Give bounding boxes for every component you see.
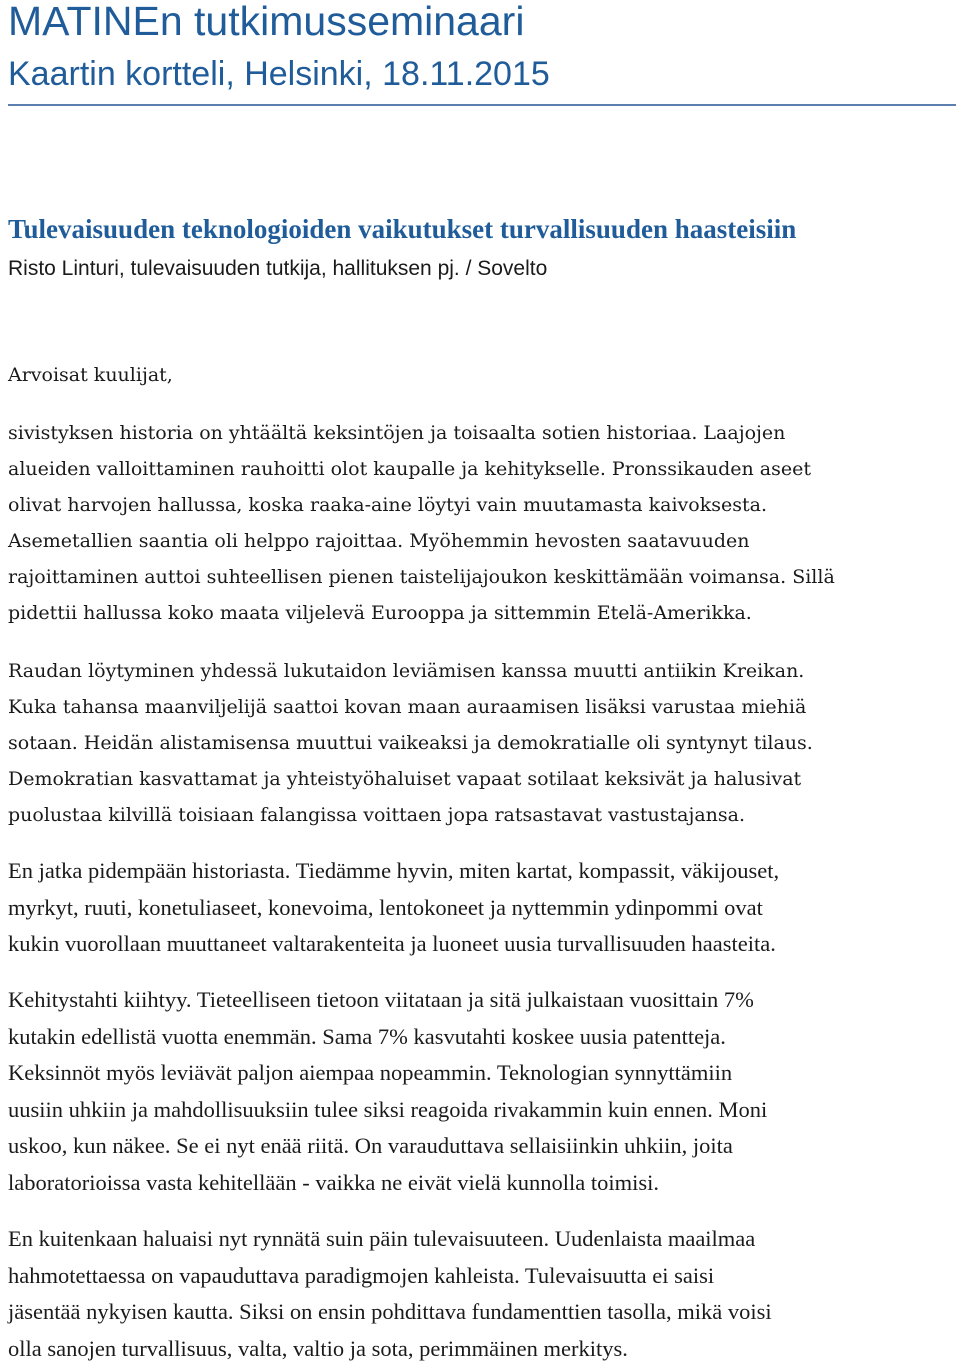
salutation: Arvoisat kuulijat, (8, 360, 173, 390)
paragraph-line: olla sanojen turvallisuus, valta, valtio ja sota, perimmäinen merkitys. (8, 1331, 958, 1367)
paragraph-line: jäsentää nykyisen kautta. Siksi on ensin pohdittava fundamenttien tasolla, mikä voisi (8, 1294, 958, 1331)
paragraph-line: En kuitenkaan haluaisi nyt rynnätä suin päin tulevaisuuteen. Uudenlaista maailmaa (8, 1221, 958, 1258)
seminar-title: MATINEn tutkimusseminaari (8, 0, 524, 44)
seminar-venue-date: Kaartin kortteli, Helsinki, 18.11.2015 (8, 54, 550, 94)
paragraph-line: laboratorioissa vasta kehitellään - vaikka ne eivät vielä kunnolla toimisi. (8, 1165, 958, 1202)
paragraph-line: olivat harvojen hallussa, koska raaka-aine löytyi vain muutamasta kaivoksesta. (8, 487, 958, 523)
paragraph-3 (8, 853, 958, 963)
paragraph-line: uusiin uhkiin ja mahdollisuuksiin tulee siksi reagoida rivakammin kuin ennen. Moni (8, 1092, 958, 1129)
paragraph-line: uskoo, kun näkee. Se ei nyt enää riitä. On varauduttava sellaisiinkin uhkiin, joita (8, 1128, 958, 1165)
header-banner (8, 0, 956, 106)
paragraph-line: En jatka pidempään historiasta. Tiedämme hyvin, miten kartat, kompassit, väkijouset, (8, 853, 958, 890)
paragraph-4 (8, 982, 958, 1201)
paragraph-line: kutakin edellistä vuotta enemmän. Sama 7% kasvutahti koskee uusia patentteja. (8, 1019, 958, 1056)
paragraph-line: Asemetallien saantia oli helppo rajoittaa. Myöhemmin hevosten saatavuuden (8, 523, 958, 559)
paragraph-1 (8, 415, 958, 631)
paragraph-2 (8, 653, 958, 833)
talk-title: Tulevaisuuden teknologioiden vaikutukset turvallisuuden haasteisiin (8, 212, 796, 246)
paragraph-line: pidettii hallussa koko maata viljelevä Eurooppa ja sittemmin Etelä-Amerikka. (8, 595, 958, 631)
paragraph-line: Kuka tahansa maanviljelijä saattoi kovan maan auraamisen lisäksi varustaa miehiä (8, 689, 958, 725)
paragraph-line: Demokratian kasvattamat ja yhteistyöhaluiset vapaat sotilaat keksivät ja halusivat (8, 761, 958, 797)
paragraph-line: sivistyksen historia on yhtäältä keksintöjen ja toisaalta sotien historiaa. Laajojen (8, 415, 958, 451)
paragraph-line: Raudan löytyminen yhdessä lukutaidon leviämisen kanssa muutti antiikin Kreikan. (8, 653, 958, 689)
paragraph-line: hahmotettaessa on vapauduttava paradigmojen kahleista. Tulevaisuutta ei saisi (8, 1258, 958, 1295)
speaker-line: Risto Linturi, tulevaisuuden tutkija, hallituksen pj. / Sovelto (8, 254, 547, 284)
paragraph-line: Kehitystahti kiihtyy. Tieteelliseen tietoon viitataan ja sitä julkaistaan vuosittain 7% (8, 982, 958, 1019)
paragraph-5 (8, 1221, 958, 1367)
paragraph-line: puolustaa kilvillä toisiaan falangissa voittaen jopa ratsastavat vastustajansa. (8, 797, 958, 833)
paragraph-line: kukin vuorollaan muuttaneet valtarakenteita ja luoneet uusia turvallisuuden haasteita. (8, 926, 958, 963)
paragraph-line: Keksinnöt myös leviävät paljon aiempaa nopeammin. Teknologian synnyttämiin (8, 1055, 958, 1092)
paragraph-line: rajoittaminen auttoi suhteellisen pienen taistelijajoukon keskittämään voimansa. Sillä (8, 559, 958, 595)
paragraph-line: alueiden valloittaminen rauhoitti olot kaupalle ja kehitykselle. Pronssikauden aseet (8, 451, 958, 487)
paragraph-line: myrkyt, ruuti, konetuliaseet, konevoima, lentokoneet ja nyttemmin ydinpommi ovat (8, 890, 958, 927)
paragraph-line: sotaan. Heidän alistamisensa muuttui vaikeaksi ja demokratialle oli syntynyt tilaus. (8, 725, 958, 761)
